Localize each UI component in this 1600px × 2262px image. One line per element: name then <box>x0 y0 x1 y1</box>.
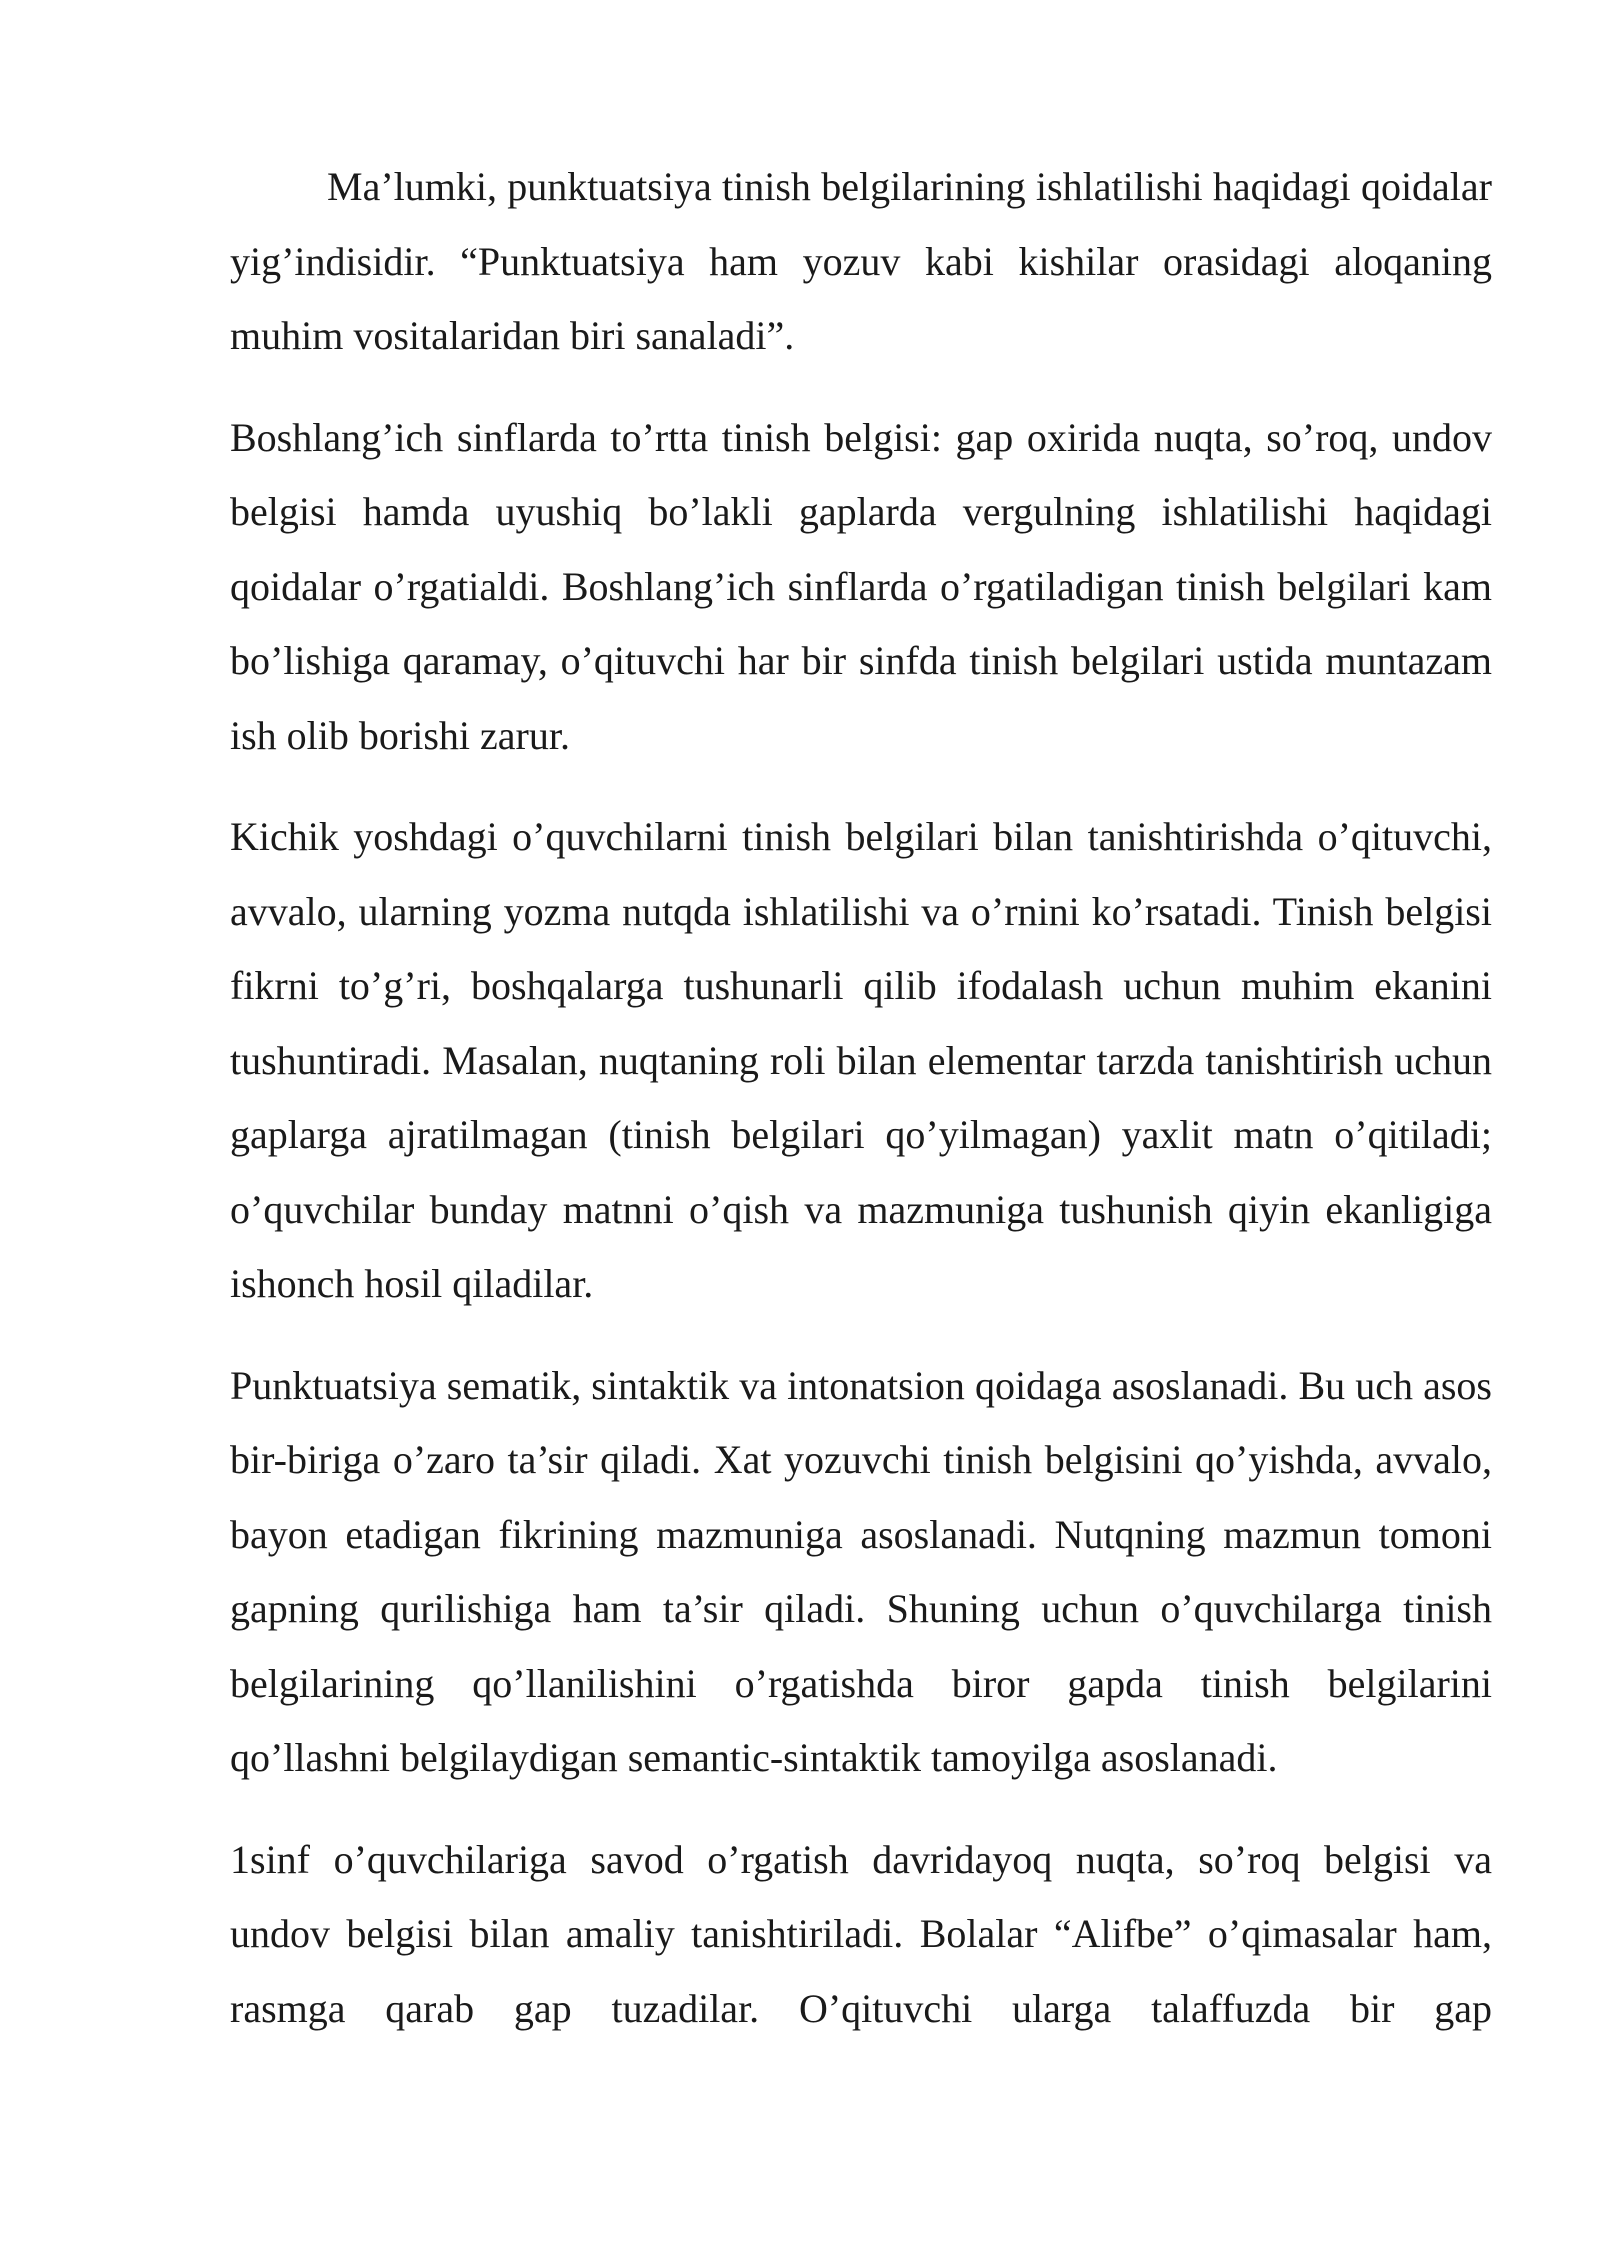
paragraph-1: Ma’lumki, punktuatsiya tinish belgilarining ishlatilishi haqidagi qoidalar yig’indisidir. “Punktuatsiya ham yozuv kabi kishilar orasidagi aloqaning muhim vositalaridan biri sanaladi”. <box>230 164 1492 358</box>
paragraph-4: Punktuatsiya sematik, sintaktik va intonatsion qoidaga asoslanadi. Bu uch asos bir-biriga o’zaro ta’sir qiladi. Xat yozuvchi tinish belgisini qo’yishda, avvalo, bayon etadigan fikrining mazmuniga asoslanadi. Nutqning mazmun tomoni gapning qurilishiga ham ta’sir qiladi. Shuning uchun o’quvchilarga tinish belgilarining qo’llanilishini o’rgatishda biror gapda tinish belgilarini qo’llashni belgilaydigan semantic-sintaktik tamoyilga asoslanadi. <box>230 1362 1492 1780</box>
paragraph-2: Boshlang’ich sinflarda to’rtta tinish belgisi: gap oxirida nuqta, so’roq, undov belgisi hamda uyushiq bo’lakli gaplarda vergulning ishlatilishi haqidagi qoidalar o’rgatialdi. Boshlang’ich sinflarda o’rgatiladigan tinish belgilari kam bo’lishiga qaramay, o’qituvchi har bir sinfda tinish belgilari ustida muntazam ish olib borishi zarur. <box>230 414 1492 758</box>
document-page <box>230 150 1492 2046</box>
paragraph-5: 1sinf o’quvchilariga savod o’rgatish davridayoq nuqta, so’roq belgisi va undov belgisi bilan amaliy tanishtiriladi. Bolalar “Alifbe” o’qimasalar ham, rasmga qarab gap tuzadilar. O’qituvchi ularga talaffuzda bir gap <box>230 1836 1492 2031</box>
paragraph-3: Kichik yoshdagi o’quvchilarni tinish belgilari bilan tanishtirishda o’qituvchi, avvalo, ularning yozma nutqda ishlatilishi va o’rnini ko’rsatadi. Tinish belgisi fikrni to’g’ri, boshqalarga tushunarli qilib ifodalash uchun muhim ekanini tushuntiradi. Masalan, nuqtaning roli bilan elementar tarzda tanishtirish uchun gaplarga ajratilmagan (tinish belgilari qo’yilmagan) yaxlit matn o’qitiladi; o’quvchilar bunday matnni o’qish va mazmuniga tushunish qiyin ekanligiga ishonch hosil qiladilar. <box>230 814 1492 1306</box>
